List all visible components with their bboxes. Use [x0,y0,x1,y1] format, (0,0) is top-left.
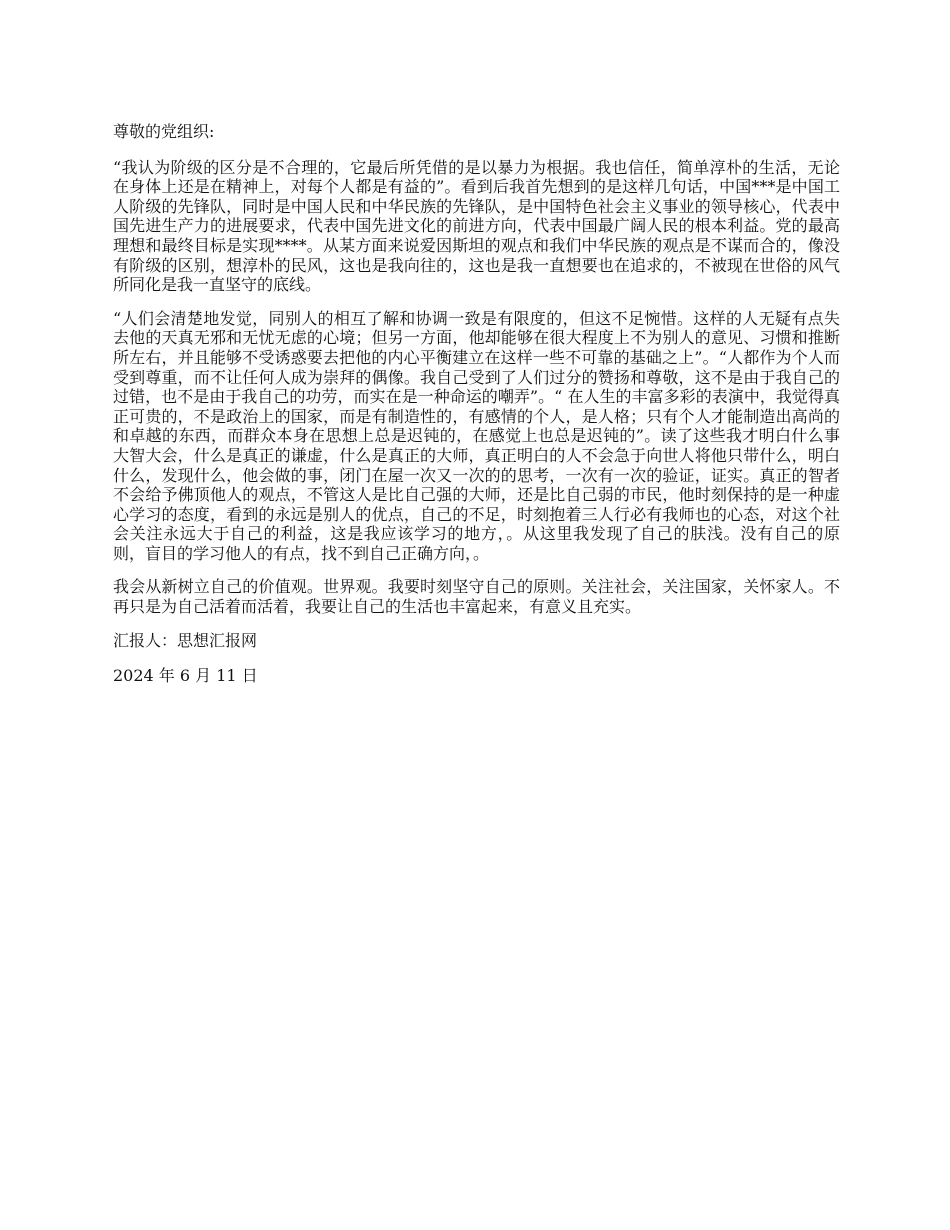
body-paragraph-2: “人们会清楚地发觉，同别人的相互了解和协调一致是有限度的，但这不足惋惜。这样的人无疑有点失去他的天真无邪和无忧无虑的心境；但另一方面，他却能够在很大程度上不为别人的意见、习惯和推断所左右，并且能够不受诱惑要去把他的内心平衡建立在这样一些不可靠的基础之上”。“人都作为个人而受到尊重，而不让任何人成为崇拜的偶像。我自己受到了人们过分的赞扬和尊敬，这不是由于我自己的过错，也不是由于我自己的功劳，而实在是一种命运的嘲弄”。“ 在人生的丰富多彩的表演中，我觉得真正可贵的，不是政治上的国家，而是有制造性的，有感情的个人，是人格；只有个人才能制造出高尚的和卓越的东西，而群众本身在思想上总是迟钝的，在感觉上也总是迟钝的”。读了这些我才明白什么事大智大会，什么是真正的谦虚，什么是真正的大师，真正明白的人不会急于向世人将他只带什么，明白什么，发现什么，他会做的事，闭门在屋一次又一次的的思考，一次有一次的验证，证实。真正的智者不会给予佛顶他人的观点，不管这人是比自己强的大师，还是比自己弱的市民，他时刻保持的是一种虚心学习的态度，看到的永远是别人的优点，自己的不足，时刻抱着三人行必有我师也的心态，对这个社会关注永远大于自己的利益，这是我应该学习的地方，。从这里我发现了自己的肤浅。没有自己的原则，盲目的学习他人的有点，找不到自己正确方向，。 [113,308,840,563]
report-date: 2024 年 6 月 11 日 [113,666,258,686]
document-page [113,122,840,686]
body-paragraph-1: “我认为阶级的区分是不合理的，它最后所凭借的是以暴力为根据。我也信任，简单淳朴的生活，无论在身体上还是在精神上，对每个人都是有益的”。看到后我首先想到的是这样几句话，中国***是中国工人阶级的先锋队，同时是中国人民和中华民族的先锋队，是中国特色社会主义事业的领导核心，代表中国先进生产力的进展要求，代表中国先进文化的前进方向，代表中国最广阔人民的根本利益。党的最高理想和最终目标是实现****。从某方面来说爱因斯坦的观点和我们中华民族的观点是不谋而合的，像没有阶级的区别，想淳朴的民风，这也是我向往的，这也是我一直想要也在追求的，不被现在世俗的风气所同化是我一直坚守的底线。 [113,157,840,295]
signature: 汇报人：思想汇报网 [113,630,258,650]
salutation: 尊敬的党组织: [113,122,215,141]
body-paragraph-3: 我会从新树立自己的价值观。世界观。我要时刻坚守自己的原则。关注社会，关注国家，关怀家人。不再只是为自己活着而活着，我要让自己的生活也丰富起来，有意义且充实。 [113,577,840,617]
